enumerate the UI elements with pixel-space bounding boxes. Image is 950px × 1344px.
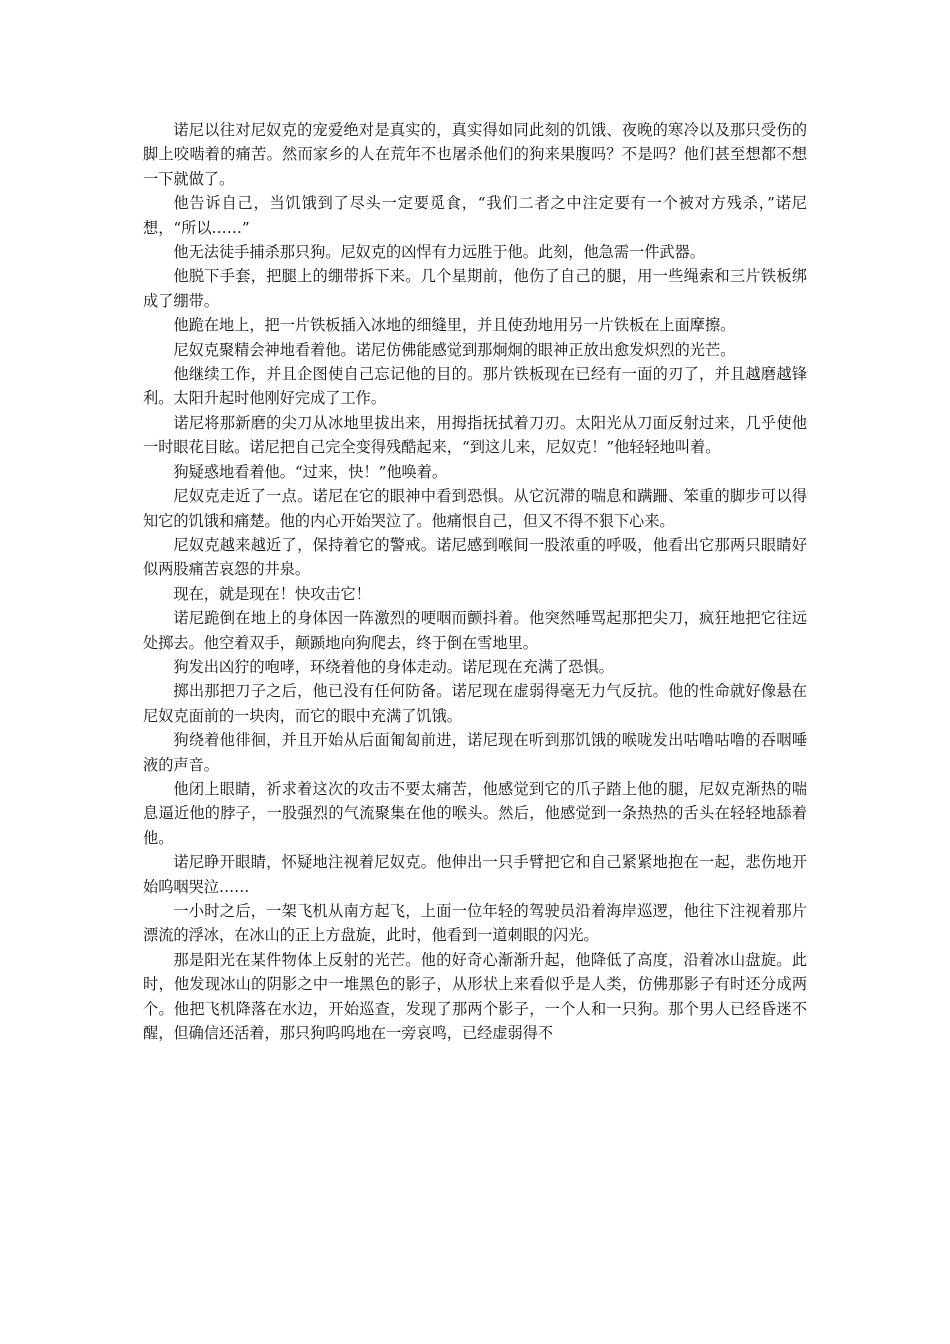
paragraph: 他跪在地上，把一片铁板插入冰地的细缝里，并且使劲地用另一片铁板在上面摩擦。 [173, 316, 736, 335]
paragraph: 诺尼跪倒在地上的身体因一阵激烈的哽咽而颤抖着。他突然唾骂起那把尖刀，疯狂地把它往远处掷去。他空着双手，颠踬地向狗爬去，终于倒在雪地里。 [143, 609, 807, 652]
paragraph: 现在，就是现在！快攻击它！ [173, 584, 371, 603]
paragraph: 狗绕着他徘徊，并且开始从后面匍匐前进，诺尼现在听到那饥饿的喉咙发出咕噜咕噜的吞咽唾液的声音。 [143, 731, 807, 774]
document-body [143, 118, 807, 1045]
paragraph: 掷出那把刀子之后，他已没有任何防备。诺尼现在虚弱得毫无力气反抗。他的性命就好像悬在尼奴克面前的一块肉，而它的眼中充满了饥饿。 [143, 682, 807, 725]
paragraph: 他脱下手套，把腿上的绷带拆下来。几个星期前，他伤了自己的腿，用一些绳索和三片铁板绑成了绷带。 [143, 267, 807, 310]
paragraph: 狗发出凶狞的咆哮，环绕着他的身体走动。诺尼现在充满了恐惧。 [173, 657, 614, 676]
paragraph: 尼奴克走近了一点。诺尼在它的眼神中看到恐惧。从它沉滞的喘息和蹒跚、笨重的脚步可以得知它的饥饿和痛楚。他的内心开始哭泣了。他痛恨自己，但又不得不狠下心来。 [143, 487, 807, 530]
paragraph: 诺尼将那新磨的尖刀从冰地里拔出来，用拇指抚拭着刀刃。太阳光从刀面反射过来，几乎使他一时眼花目眩。诺尼把自己完全变得残酷起来，“到这儿来，尼奴克！”他轻轻地叫着。 [143, 413, 807, 457]
paragraph: 诺尼睁开眼睛，怀疑地注视着尼奴克。他伸出一只手臂把它和自己紧紧地抱在一起，悲伤地开始呜咽哭泣…… [143, 853, 807, 896]
paragraph: 尼奴克越来越近了，保持着它的警戒。诺尼感到喉间一股浓重的呼吸，他看出它那两只眼睛好似两股痛苦哀怨的井泉。 [143, 535, 807, 579]
paragraph: 一小时之后，一架飞机从南方起飞，上面一位年轻的驾驶员沿着海岸巡逻，他往下注视着那片漂流的浮冰，在冰山的正上方盘旋，此时，他看到一道刺眼的闪光。 [143, 902, 807, 945]
paragraph: 他闭上眼睛，祈求着这次的攻击不要太痛苦，他感觉到它的爪子踏上他的腿，尼奴克渐热的喘息逼近他的脖子，一股强烈的气流聚集在他的喉头。然后，他感觉到一条热热的舌头在轻轻地舔着他。 [143, 779, 807, 847]
paragraph: 诺尼以往对尼奴克的宠爱绝对是真实的，真实得如同此刻的饥饿、夜晚的寒冷以及那只受伤的脚上咬啮着的痛苦。然而家乡的人在荒年不也屠杀他们的狗来果腹吗？不是吗？他们甚至想都不想一下就做了。 [143, 121, 807, 188]
paragraph: 狗疑惑地看着他。“过来，快！”他唤着。 [173, 462, 448, 481]
paragraph: 尼奴克聚精会神地看着他。诺尼仿佛能感觉到那炯炯的眼神正放出愈发炽烈的光芒。 [173, 340, 736, 359]
paragraph: 他告诉自己，当饥饿到了尽头一定要觅食，“我们二者之中注定要有一个被对方残杀，”诺尼想，“所以……” [143, 194, 807, 237]
paragraph: 他继续工作，并且企图使自己忘记他的目的。那片铁板现在已经有一面的刃了，并且越磨越锋利。太阳升起时他刚好完成了工作。 [143, 365, 807, 408]
paragraph: 那是阳光在某件物体上反射的光芒。他的好奇心渐渐升起，他降低了高度，沿着冰山盘旋。此时，他发现冰山的阴影之中一堆黑色的影子，从形状上来看似乎是人类，仿佛那影子有时还分成两个。他把飞机降落在水边，开始巡查，发现了那两个影子，一个人和一只狗。那个男人已经昏迷不醒，但确信还活着，那只狗呜呜地在一旁哀鸣，已经虚弱得不 [143, 950, 807, 1043]
paragraph: 他无法徒手捕杀那只狗。尼奴克的凶悍有力远胜于他。此刻，他急需一件武器。 [173, 243, 705, 262]
